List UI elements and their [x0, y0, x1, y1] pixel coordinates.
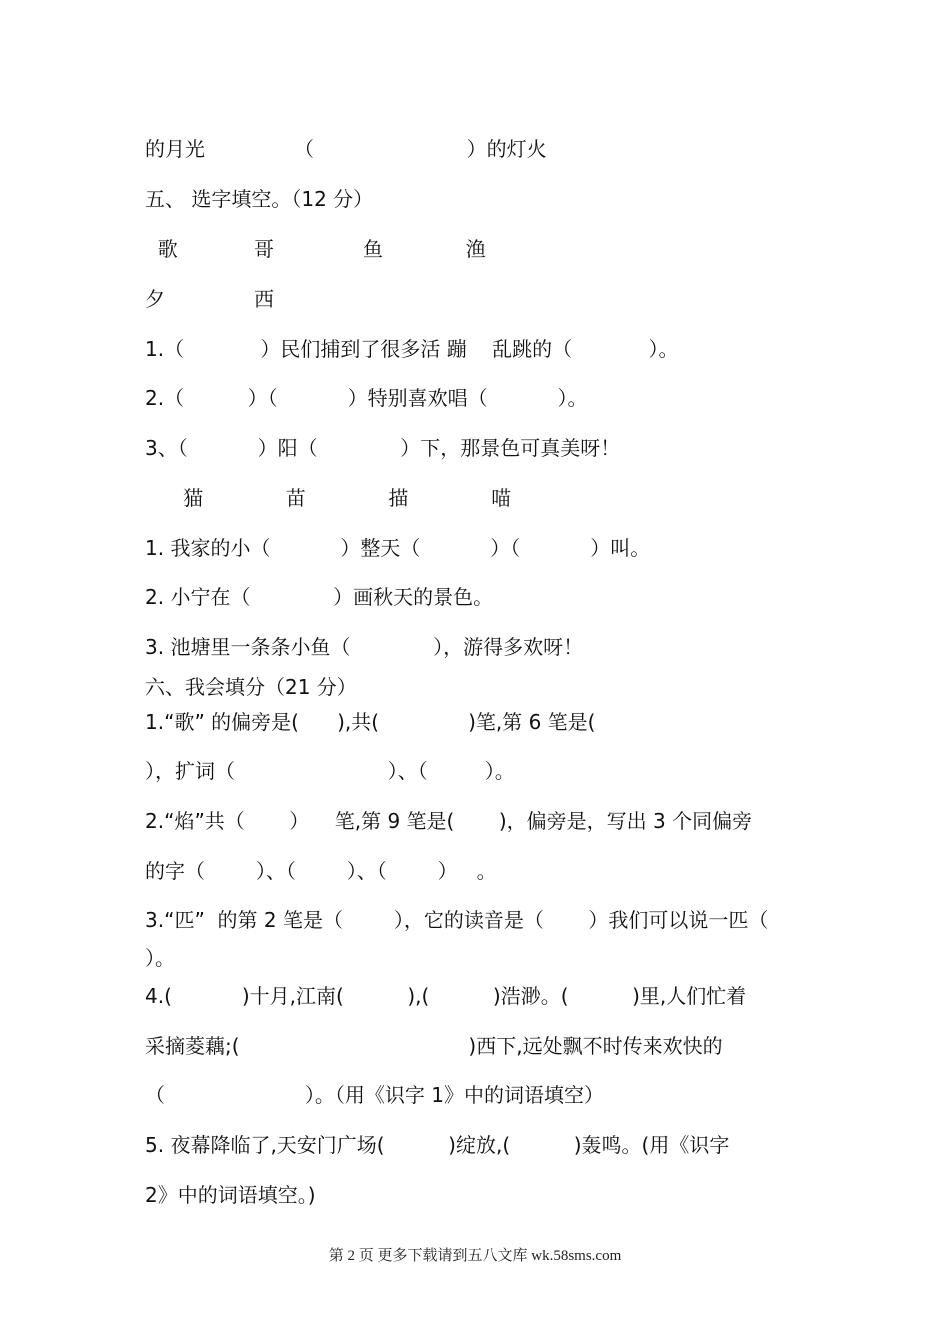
- question-6-2b: 的字（ ）、（ ）、（ ） 。: [145, 859, 497, 883]
- question-5-1: 1.（ ）民们捕到了很多活 蹦 乱跳的（ ）。: [145, 337, 679, 361]
- question-5b-1: 1. 我家的小（ ）整天（ ）（ ）叫。: [145, 536, 651, 560]
- text-line-1: 的月光 （ ）的灯火: [145, 137, 547, 161]
- question-6-4c: （ ）。（用《识字 1》中的词语填空）: [145, 1083, 604, 1107]
- question-6-4a: 4.( )十月,江南( ),( )浩渺。( )里,人们忙着: [145, 984, 747, 1008]
- char-options-row-2: 夕 西: [145, 287, 275, 311]
- char-options-row-3: 猫 苗 描 喵: [145, 486, 512, 510]
- page-footer: 第 2 页 更多下载请到五八文库 wk.58sms.com: [328, 1248, 622, 1264]
- question-6-4b: 采摘菱藕;( )西下,远处飘不时传来欢快的: [145, 1034, 723, 1058]
- char-options-row-1: 歌 哥 鱼 渔: [145, 237, 486, 261]
- question-6-1a: 1.“歌” 的偏旁是( ),共( )笔,第 6 笔是(: [145, 710, 596, 734]
- question-5b-3: 3. 池塘里一条条小鱼（ ），游得多欢呀！: [145, 635, 584, 659]
- question-6-1b: ），扩词（ ）、（ ）。: [145, 759, 515, 783]
- question-5b-2: 2. 小宁在（ ）画秋天的景色。: [145, 585, 494, 609]
- question-6-5a: 5. 夜幕降临了,天安门广场( )绽放,( )轰鸣。(用《识字: [145, 1133, 730, 1157]
- question-6-3a: 3.“匹” 的第 2 笔是（ ），它的读音是（ ）我们可以说一匹（: [145, 908, 769, 932]
- question-6-5b: 2》中的词语填空。): [145, 1183, 316, 1207]
- question-6-3b: ）。: [145, 946, 175, 970]
- question-6-2a: 2.“焰”共（ ） 笔,第 9 笔是( )，偏旁是，写出 3 个同偏旁: [145, 809, 753, 833]
- section-6-title: 六、我会填分（21 分）: [145, 675, 357, 699]
- question-5-3: 3、（ ）阳（ ）下，那景色可真美呀！: [145, 436, 621, 460]
- question-5-2: 2.（ ）（ ）特别喜欢唱（ ）。: [145, 386, 588, 410]
- section-5-title: 五、 选字填空。（12 分）: [145, 187, 374, 211]
